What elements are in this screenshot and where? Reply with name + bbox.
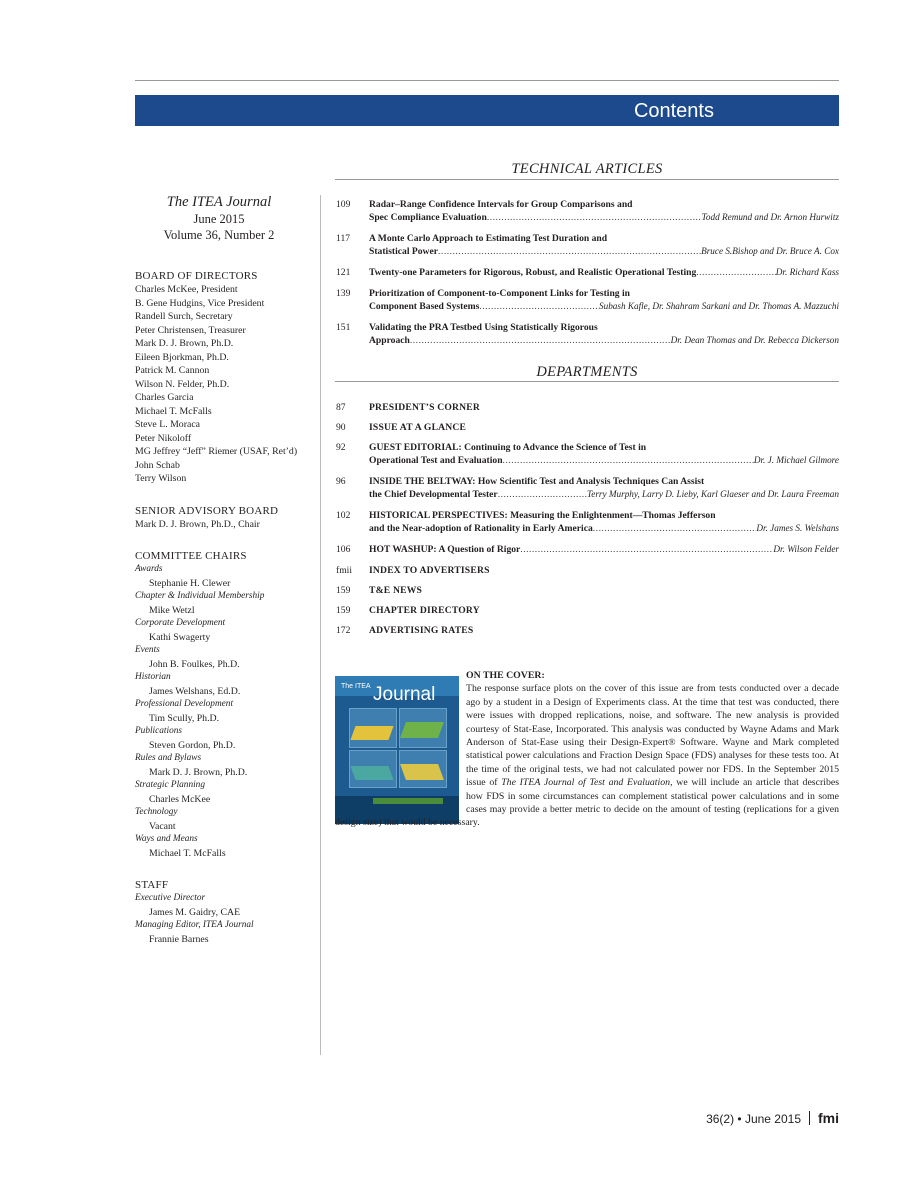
leader-dots: [593, 522, 757, 535]
page-number: fmii: [336, 565, 352, 576]
department-authors: Dr. J. Michael Gilmore: [753, 455, 839, 465]
committee-chair: James Welshans, Ed.D.: [149, 685, 241, 697]
board-member: Charles Garcia: [135, 392, 194, 403]
leader-dots: [503, 454, 754, 467]
page-number: 92: [336, 442, 346, 453]
issue-volume: Volume 36, Number 2: [163, 228, 275, 242]
page-number: 151: [336, 322, 351, 333]
technical-list: [335, 198, 839, 355]
department-title: INSIDE THE BELTWAY: How Scientific Test and Analysis Techniques Can Assist: [369, 476, 705, 487]
committee-role: Technology: [135, 807, 178, 817]
page-number: 159: [336, 585, 351, 596]
cover-journal-word: The ITEA: [341, 683, 371, 690]
department-title-cont: the Chief Developmental Tester: [369, 489, 498, 500]
staff-name: Frannie Barnes: [149, 933, 209, 945]
leader-dots: [696, 266, 776, 279]
department-title: CHAPTER DIRECTORY: [369, 605, 480, 616]
board-member: B. Gene Hudgins, Vice President: [135, 297, 265, 309]
committee-chair: John B. Foulkes, Ph.D.: [149, 658, 240, 670]
article-title: Radar–Range Confidence Intervals for Group Comparisons and: [369, 199, 633, 210]
board-member: Mark D. J. Brown, Ph.D.: [135, 338, 234, 349]
toc-entry[interactable]: [335, 266, 839, 279]
board-member: Michael T. McFalls: [135, 405, 212, 417]
page-number: 87: [336, 402, 346, 413]
department-title-cont: and the Near-adoption of Rationality in Early America: [369, 523, 593, 534]
column-divider: [320, 195, 321, 1055]
board-member: Steve L. Moraca: [135, 419, 201, 430]
staff-heading: STAFF: [135, 879, 169, 891]
board-member: Patrick M. Cannon: [135, 365, 210, 376]
page-number: 106: [336, 544, 351, 555]
article-title-cont: Approach: [369, 335, 410, 346]
board-heading: BOARD OF DIRECTORS: [135, 270, 258, 282]
toc-entry[interactable]: [335, 401, 839, 414]
committee-chair: Kathi Swagerty: [149, 631, 211, 643]
board-member: Charles McKee, President: [135, 284, 238, 295]
leader-dots: [487, 211, 702, 224]
top-rule: [135, 80, 839, 81]
toc-entry[interactable]: [335, 321, 839, 347]
cover-text-journal: The ITEA Journal of Test and Evaluation: [501, 777, 671, 789]
advisory-member: Mark D. J. Brown, Ph.D., Chair: [135, 518, 260, 530]
article-authors: Dr. Richard Kass: [775, 267, 839, 277]
committee-heading: COMMITTEE CHAIRS: [135, 550, 247, 562]
department-title: HOT WASHUP: A Question of Rigor: [369, 544, 521, 555]
article-authors: Bruce S.Bishop and Dr. Bruce A. Cox: [701, 246, 839, 256]
page-number: 121: [336, 267, 351, 278]
toc-entry[interactable]: [335, 584, 839, 597]
article-authors: Todd Remund and Dr. Arnon Hurwitz: [701, 212, 839, 222]
toc-entry[interactable]: [335, 543, 839, 556]
committee-role: Chapter & Individual Membership: [135, 591, 265, 601]
leader-dots: [479, 300, 599, 313]
committee-chair: Michael T. McFalls: [149, 847, 226, 859]
technical-heading: TECHNICAL ARTICLES: [511, 161, 663, 177]
leader-dots: [498, 488, 587, 501]
committee-chair: Mark D. J. Brown, Ph.D.: [149, 766, 248, 778]
committee-role: Corporate Development: [135, 618, 226, 628]
committee-role: Publications: [135, 726, 182, 736]
footer-separator: [809, 1111, 810, 1125]
page-number: 117: [336, 233, 351, 244]
committee-role: Ways and Means: [135, 834, 198, 844]
committee-chair: Charles McKee: [149, 793, 211, 805]
staff-list: [135, 892, 313, 946]
toc-entry[interactable]: [335, 624, 839, 637]
toc-entry[interactable]: [335, 198, 839, 224]
masthead-column: [135, 193, 313, 946]
departments-rule: [335, 381, 839, 382]
leader-dots: [410, 334, 671, 347]
board-member: Terry Wilson: [135, 473, 187, 484]
page-number: 109: [336, 199, 351, 210]
journal-name: The ITEA Journal: [166, 194, 272, 210]
toc-entry[interactable]: [335, 441, 839, 467]
department-title: HISTORICAL PERSPECTIVES: Measuring the Enlightenment—Thomas Jefferson: [369, 510, 716, 521]
article-authors: Dr. Dean Thomas and Dr. Rebecca Dickerson: [670, 335, 839, 345]
departments-heading: DEPARTMENTS: [536, 364, 638, 380]
cover-text-b: , we will include an article that describes how FDS in some circumstances can complement statistical power calculations and in some cases may provide a better metric to decide on the amount of testing (replications for a given design size) that would be necessary.: [335, 777, 840, 829]
committee-role: Awards: [135, 564, 163, 574]
issue-date: June 2015: [193, 212, 245, 226]
page-number: 139: [336, 288, 351, 299]
article-authors: Subash Kafle, Dr. Shahram Sarkani and Dr. Thomas A. Mazzuchi: [599, 301, 839, 311]
toc-entry[interactable]: [335, 564, 839, 577]
article-title: Twenty-one Parameters for Rigorous, Robust, and Realistic Operational Testing: [369, 267, 697, 278]
article-title-cont: Statistical Power: [369, 246, 439, 257]
department-title: T&E NEWS: [369, 585, 423, 596]
department-authors: Terry Murphy, Larry D. Lieby, Karl Glaeser and Dr. Laura Freeman: [587, 489, 839, 499]
footer-page-number: fmi: [818, 1110, 839, 1126]
board-member: Eileen Bjorkman, Ph.D.: [135, 351, 229, 363]
page-footer: [706, 1110, 839, 1126]
board-member: MG Jeffrey “Jeff” Riemer (USAF, Ret’d): [135, 446, 298, 457]
page-title: Contents: [633, 100, 714, 122]
advisory-heading: SENIOR ADVISORY BOARD: [135, 504, 279, 517]
toc-entry[interactable]: [335, 509, 839, 535]
article-title: A Monte Carlo Approach to Estimating Test Duration and: [369, 233, 608, 244]
cover-journal-title: Journal: [373, 684, 436, 705]
committee-chair: Stephanie H. Clewer: [149, 577, 231, 589]
committee-role: Events: [135, 645, 160, 655]
department-authors: Dr. Wilson Felder: [773, 544, 839, 554]
committee-role: Strategic Planning: [135, 780, 205, 790]
toc-entry[interactable]: [335, 232, 839, 258]
committee-chair: Tim Scully, Ph.D.: [149, 712, 220, 724]
article-title: Validating the PRA Testbed Using Statistically Rigorous: [369, 322, 598, 333]
committee-chair: Steven Gordon, Ph.D.: [149, 739, 236, 751]
committee-list: [135, 563, 313, 860]
toc-entry[interactable]: [335, 475, 839, 501]
toc-entry[interactable]: [335, 421, 839, 434]
page-number: 159: [336, 605, 351, 616]
board-member: John Schab: [135, 459, 180, 471]
toc-entry[interactable]: [335, 604, 839, 617]
page-number: 96: [336, 476, 346, 487]
leader-dots: [438, 245, 701, 258]
cover-description: [335, 669, 839, 830]
toc-entry[interactable]: [335, 287, 839, 313]
departments-list: [335, 401, 839, 644]
department-title: PRESIDENT’S CORNER: [369, 402, 481, 413]
committee-role: Historian: [135, 672, 171, 682]
page-number: 172: [336, 625, 351, 636]
department-title: GUEST EDITORIAL: Continuing to Advance the Science of Test in: [369, 442, 647, 453]
leader-dots: [520, 543, 773, 556]
board-member: Wilson N. Felder, Ph.D.: [135, 378, 230, 390]
staff-role: Executive Director: [135, 893, 206, 903]
page-number: 90: [336, 422, 346, 433]
technical-rule: [335, 179, 839, 180]
article-title-cont: Component Based Systems: [369, 301, 480, 312]
department-title: ISSUE AT A GLANCE: [369, 422, 467, 433]
department-title: ADVERTISING RATES: [369, 625, 474, 636]
board-list: [135, 283, 313, 486]
committee-role: Rules and Bylaws: [135, 753, 202, 763]
department-authors: Dr. James S. Welshans: [756, 523, 839, 533]
staff-name: James M. Gaidry, CAE: [149, 906, 241, 918]
department-title: INDEX TO ADVERTISERS: [369, 565, 490, 576]
article-title: Prioritization of Component-to-Component Links for Testing in: [369, 288, 630, 299]
committee-chair: Vacant: [149, 820, 176, 832]
page-number: 102: [336, 510, 351, 521]
cover-text-a: The response surface plots on the cover of this issue are from tests conducted over a decade ago by a student in a Design of Experiments class. At the time that test was conducted, there were issues with dropped replications, noise, and software. The new analysis is provided courtesy of Stat-Ease, Incorporated. This analysis was conducted by Wayne Adams and Mark Anderson of Stat-Ease using their Design-Expert® Software. Wayne and Mark completed statistical power calculations and Fraction Design Space (FDS) analyses for these tests too. At the time of the original tests, we had not calculated power nor FDS. In the September 2015 issue of: [466, 683, 839, 789]
board-member: Peter Christensen, Treasurer: [135, 324, 246, 336]
footer-issue: 36(2) • June 2015: [706, 1112, 801, 1126]
board-member: Peter Nikoloff: [135, 432, 192, 444]
staff-role: Managing Editor, ITEA Journal: [135, 920, 254, 930]
journal-block: [125, 193, 313, 243]
article-title-cont: Spec Compliance Evaluation: [369, 212, 487, 223]
committee-role: Professional Development: [135, 699, 234, 709]
department-title-cont: Operational Test and Evaluation: [369, 455, 503, 466]
board-member: Randell Surch, Secretary: [135, 311, 233, 322]
contents-banner: [135, 95, 839, 126]
cover-heading: ON THE COVER:: [466, 670, 545, 681]
committee-chair: Mike Wetzl: [149, 604, 195, 616]
